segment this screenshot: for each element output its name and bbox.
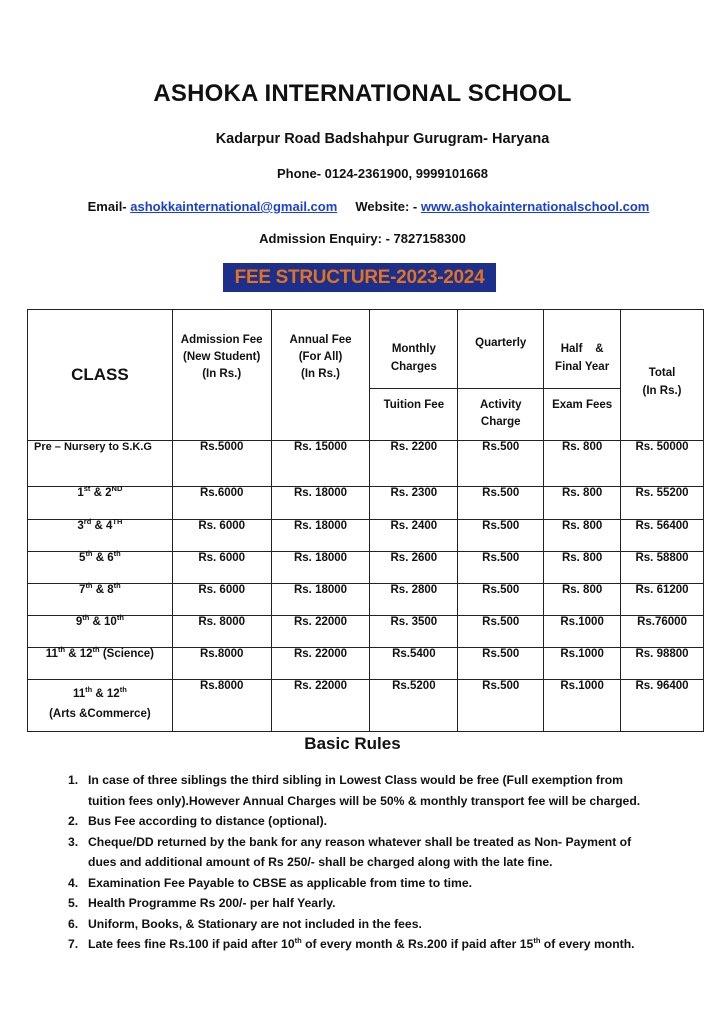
rule-number: 4. <box>68 875 79 890</box>
annual-header-line: Annual Fee <box>289 334 352 346</box>
class-cell <box>28 549 173 584</box>
half-final-header <box>544 310 621 389</box>
activity-header-line: Charge <box>480 416 521 428</box>
admission-fee-cell: Rs. 6000 <box>172 552 271 584</box>
total-cell: Rs. 50000 <box>621 441 704 487</box>
tuition-fee-cell: Rs. 3500 <box>370 616 458 648</box>
tuition-fee-cell: Rs.5400 <box>370 648 458 680</box>
email-label: Email- <box>87 199 127 214</box>
class-name: & 8 <box>92 584 114 596</box>
tuition-fee-header: Tuition Fee <box>370 389 458 441</box>
total-cell: Rs. 55200 <box>621 487 704 520</box>
school-name: ASHOKA INTERNATIONAL SCHOOL <box>153 80 572 107</box>
class-superscript: th <box>82 613 90 623</box>
rule-superscript: th <box>294 935 302 945</box>
tuition-fee-cell: Rs. 2300 <box>370 487 458 520</box>
annual-header-line: (In Rs.) <box>301 368 341 380</box>
quarterly-header <box>458 310 544 389</box>
rule-text: Health Programme Rs 200/- per half Yearly. <box>88 896 336 910</box>
annual-header-line: (For All) <box>298 351 343 363</box>
half-header-line: Final Year <box>555 361 610 373</box>
rule-text: Cheque/DD returned by the bank for any reason whatever shall be treated as Non- Payment of <box>88 834 632 849</box>
annual-fee-cell: Rs. 18000 <box>271 487 370 520</box>
annual-fee-header <box>271 310 370 441</box>
rule-item <box>68 914 688 935</box>
class-superscript: ND <box>111 484 123 494</box>
class-stream: (Arts &Commerce) <box>49 708 151 720</box>
table-row <box>28 648 704 680</box>
class-name: & 10 <box>89 616 117 628</box>
table-row <box>28 552 704 584</box>
admission-header-line: (In Rs.) <box>202 368 242 380</box>
activity-charge-cell: Rs.500 <box>458 616 544 648</box>
class-name: 1 <box>77 487 84 499</box>
exam-fees-cell: Rs. 800 <box>544 552 621 584</box>
rule-text: In case of three siblings the third sibling in Lowest Class would be free (Full exemption from <box>88 773 623 787</box>
activity-charge-cell: Rs.500 <box>458 441 544 487</box>
class-cell <box>28 484 173 520</box>
rule-text: Examination Fee Payable to CBSE as applicable from time to time. <box>88 875 473 890</box>
phone-line: Phone- 0124-2361900, 9999101668 <box>276 166 489 181</box>
monthly-header-line: Charges <box>390 361 437 373</box>
rule-text <box>88 934 688 955</box>
class-superscript: TH <box>112 517 123 527</box>
rules-list <box>68 770 688 955</box>
table-row <box>28 487 704 520</box>
annual-fee-cell: Rs. 22000 <box>271 648 370 680</box>
total-cell: Rs. 61200 <box>621 584 704 616</box>
class-superscript: rd <box>83 517 92 527</box>
table-row <box>28 680 704 732</box>
exam-fees-cell: Rs. 800 <box>544 487 621 520</box>
class-name: 9 <box>75 616 83 628</box>
activity-charge-cell: Rs.500 <box>458 680 544 732</box>
activity-charge-cell: Rs.500 <box>458 552 544 584</box>
rule-item <box>68 811 688 832</box>
activity-header-line: Activity <box>479 399 522 411</box>
annual-fee-cell: Rs. 18000 <box>271 584 370 616</box>
class-cell <box>28 613 173 648</box>
admission-header-line: (New Student) <box>183 351 261 363</box>
activity-charge-cell: Rs.500 <box>458 584 544 616</box>
activity-charge-cell: Rs.500 <box>458 648 544 680</box>
fee-table <box>27 309 704 732</box>
class-name: Pre – Nursery to S.K.G <box>34 441 152 453</box>
exam-fees-cell: Rs. 800 <box>544 520 621 552</box>
admission-enquiry: Admission Enquiry: - 7827158300 <box>259 231 466 246</box>
class-name: 5 <box>79 552 86 564</box>
monthly-header-line: Monthly <box>391 343 436 355</box>
total-cell: Rs. 98800 <box>621 648 704 680</box>
monthly-charges-header <box>370 310 458 389</box>
quarterly-header-line: Quarterly <box>475 337 527 349</box>
class-superscript: th <box>57 645 66 655</box>
total-cell: Rs. 96400 <box>621 680 704 732</box>
basic-rules-title: Basic Rules <box>304 734 401 753</box>
admission-header-line: Admission Fee <box>180 334 263 346</box>
table-row <box>28 616 704 648</box>
class-name: & 6 <box>92 552 114 564</box>
activity-charge-cell: Rs.500 <box>458 487 544 520</box>
tuition-fee-cell: Rs. 2200 <box>370 441 458 487</box>
rule-number: 5. <box>68 896 79 910</box>
annual-fee-cell: Rs. 15000 <box>271 441 370 487</box>
total-cell: Rs. 58800 <box>621 552 704 584</box>
tuition-fee-cell: Rs. 2400 <box>370 520 458 552</box>
total-header-line: (In Rs.) <box>642 385 682 397</box>
website-link[interactable]: www.ashokainternationalschool.com <box>420 199 650 214</box>
total-header <box>621 310 704 441</box>
annual-fee-cell: Rs. 22000 <box>271 680 370 732</box>
rule-item <box>68 770 688 811</box>
admission-fee-cell: Rs. 6000 <box>172 520 271 552</box>
exam-fees-cell: Rs.1000 <box>544 648 621 680</box>
class-header: CLASS <box>28 310 173 441</box>
total-cell: Rs. 56400 <box>621 520 704 552</box>
exam-fees-cell: Rs.1000 <box>544 616 621 648</box>
class-cell <box>28 517 173 552</box>
table-row <box>28 441 704 487</box>
annual-fee-cell: Rs. 22000 <box>271 616 370 648</box>
half-header-line: Half & <box>560 343 604 355</box>
class-superscript: th <box>85 581 93 591</box>
class-superscript: st <box>83 484 91 494</box>
admission-fee-cell: Rs. 6000 <box>172 584 271 616</box>
rule-number: 3. <box>68 834 79 849</box>
class-cell <box>28 680 173 732</box>
exam-fees-cell: Rs.1000 <box>544 680 621 732</box>
annual-fee-cell: Rs. 18000 <box>271 552 370 584</box>
admission-fee-cell: Rs.5000 <box>172 441 271 487</box>
class-name: 11 <box>45 648 58 660</box>
rule-superscript: th <box>533 935 541 945</box>
exam-fees-cell: Rs. 800 <box>544 441 621 487</box>
class-cell <box>28 441 173 487</box>
admission-fee-cell: Rs.8000 <box>172 680 271 732</box>
class-name: & 12 <box>92 688 120 700</box>
admission-fee-cell: Rs.8000 <box>172 648 271 680</box>
admission-fee-cell: Rs. 8000 <box>172 616 271 648</box>
class-name: & 4 <box>91 520 113 532</box>
rule-item <box>68 934 688 955</box>
class-name: 3 <box>77 520 84 532</box>
activity-charge-cell: Rs.500 <box>458 520 544 552</box>
class-name: 7 <box>79 584 86 596</box>
class-name: 11 <box>72 688 86 700</box>
tuition-fee-cell: Rs. 2800 <box>370 584 458 616</box>
total-cell: Rs.76000 <box>621 616 704 648</box>
exam-fees-header: Exam Fees <box>544 389 621 441</box>
rule-text: dues and additional amount of Rs 250/- shall be charged along with the late fine. <box>88 855 553 869</box>
table-header-row <box>28 310 704 389</box>
school-address: Kadarpur Road Badshahpur Gurugram- Haryana <box>215 131 550 147</box>
class-cell <box>28 645 173 680</box>
fee-structure-title: FEE STRUCTURE-2023-2024 <box>223 263 496 292</box>
table-row <box>28 520 704 552</box>
table-row <box>28 584 704 616</box>
class-superscript: th <box>113 581 121 591</box>
rule-text-part: Late fees fine Rs.100 if paid after 10 <box>88 937 295 951</box>
rule-text-part: of every month & Rs.200 if paid after 15 <box>301 937 534 951</box>
admission-fee-cell: Rs.6000 <box>172 487 271 520</box>
contact-line <box>0 199 725 214</box>
class-superscript: th <box>113 549 121 559</box>
class-cell <box>28 581 173 616</box>
class-superscript: th <box>119 685 127 695</box>
class-superscript: th <box>85 685 93 695</box>
rule-number: 1. <box>68 773 79 787</box>
class-superscript: th <box>92 645 100 655</box>
class-stream: (Science) <box>99 648 154 660</box>
rule-number: 2. <box>68 814 79 828</box>
annual-fee-cell: Rs. 18000 <box>271 520 370 552</box>
class-superscript: th <box>116 613 124 623</box>
rule-text: tuition fees only).However Annual Charges will be 50% & monthly transport fee will be charged. <box>88 793 641 808</box>
class-name: & 12 <box>65 648 93 660</box>
rule-text: Bus Fee according to distance (optional). <box>88 814 328 828</box>
rule-item <box>68 832 688 873</box>
website-label: Website: - <box>355 199 418 214</box>
email-link[interactable]: ashokkainternational@gmail.com <box>130 199 338 214</box>
class-superscript: th <box>85 549 93 559</box>
activity-charge-header <box>458 389 544 441</box>
rule-number: 6. <box>68 916 79 931</box>
rule-text: Uniform, Books, & Stationary are not included in the fees. <box>88 916 422 931</box>
rule-item <box>68 893 688 914</box>
tuition-fee-cell: Rs.5200 <box>370 680 458 732</box>
rule-text-part: of every month. <box>540 937 635 951</box>
rule-number: 7. <box>68 937 79 951</box>
rule-item <box>68 873 688 894</box>
class-name: & 2 <box>90 487 112 499</box>
tuition-fee-cell: Rs. 2600 <box>370 552 458 584</box>
exam-fees-cell: Rs. 800 <box>544 584 621 616</box>
admission-fee-header <box>172 310 271 441</box>
total-header-line: Total <box>648 367 676 379</box>
